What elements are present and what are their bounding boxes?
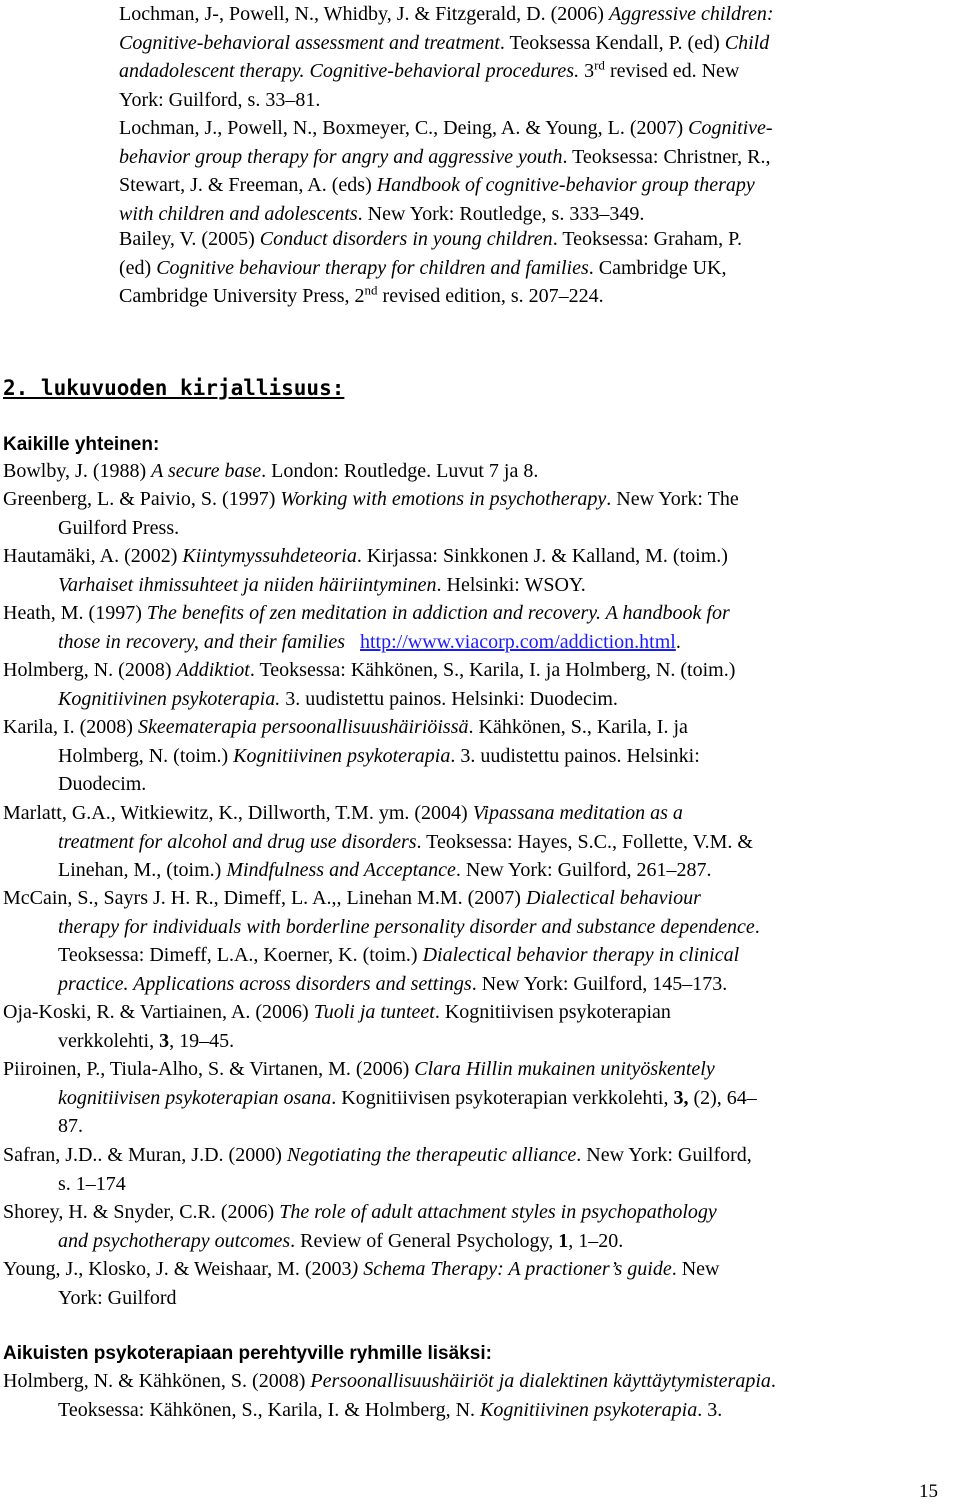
ref-title: practice. Applications across disorders and settings [58, 973, 472, 996]
reference-marlatt [0, 799, 950, 885]
ref-text: . Teoksessa: Kähkönen, S., Karila, I. ja Holmberg, N. (toim.) [249, 659, 736, 681]
ref-title: Cognitive-behavioral assessment and treatment [119, 31, 500, 54]
ref-title: Skeematerapia persoonallisuushäiriöissä [137, 716, 469, 738]
ref-text: Lochman, J., Powell, N., Boxmeyer, C., Deing, A. & Young, L. (2007) [119, 117, 689, 139]
ref-text: . Kirjassa: Sinkkonen J. & Kalland, M. (toim.) [356, 545, 728, 567]
ref-title: Child [724, 31, 770, 54]
ref-title: ) Schema Therapy: A practioner’s guide [351, 1258, 672, 1280]
ref-title: those in recovery, and their families [58, 630, 345, 653]
ref-text: York: Guilford [58, 1286, 177, 1309]
ref-text: Lochman, J-, Powell, N., Whidby, J. & Fitzgerald, D. (2006) [119, 3, 609, 25]
ref-text: . Teoksessa: Graham, P. [552, 228, 743, 250]
ref-title: Dialectical behaviour [525, 887, 701, 909]
ref-volume: 1 [558, 1229, 569, 1252]
ref-title: Conduct disorders in young children [259, 228, 553, 250]
ref-text: . Kognitiivisen psykoterapian [434, 1001, 671, 1023]
reference-mccain [0, 884, 950, 999]
ref-text: Linehan, M., (toim.) [58, 859, 227, 882]
reference-piiroinen [0, 1055, 950, 1141]
ref-text: . New York: The [606, 488, 739, 510]
ref-text: . Kähkönen, S., Karila, I. ja [468, 716, 688, 738]
ref-title: Aggressive children: [608, 3, 774, 25]
ref-text: Stewart, J. & Freeman, A. (eds) [119, 174, 377, 197]
ref-title: Cognitive- [688, 117, 773, 139]
ref-text: Holmberg, N. (2008) [3, 659, 177, 681]
ref-text: . Helsinki: WSOY. [436, 573, 586, 596]
ref-text: Bowlby, J. (1988) [3, 460, 152, 482]
ref-title: Dialectical behavior therapy in clinical [422, 944, 740, 967]
ref-text: . New York: Guilford, 145–173. [471, 973, 728, 996]
subheading-common: Kaikille yhteinen: [3, 434, 160, 455]
ref-text: Teoksessa: Dimeff, L.A., Koerner, K. (toim.) [58, 944, 423, 967]
ref-text: , 19–45. [169, 1029, 235, 1052]
reference-heath [0, 599, 950, 656]
ref-title: Kognitiivinen psykoterapia [480, 1398, 698, 1421]
ref-title: Tuoli ja tunteet [313, 1001, 435, 1023]
section-heading: 2. lukuvuoden kirjallisuus: [3, 376, 345, 400]
ref-title: therapy for individuals with borderline personality disorder and substance dependence [58, 915, 755, 938]
reference-karila [0, 713, 950, 799]
ref-text: . New York: Routledge, s. 333–349. [357, 203, 645, 226]
ref-text: Safran, J.D.. & Muran, J.D. (2000) [3, 1144, 287, 1166]
ref-text: McCain, S., Sayrs J. H. R., Dimeff, L. A.,, Linehan M.M. (2007) [3, 887, 526, 909]
ref-text: . [754, 915, 760, 938]
reference-bailey-2005 [0, 225, 950, 311]
ref-superscript: rd [594, 57, 605, 73]
ref-title: Varhaiset ihmissuhteet ja niiden häiriintyminen [58, 573, 437, 596]
ref-title: Negotiating the therapeutic alliance [286, 1144, 577, 1166]
ref-title: with children and adolescents [119, 203, 358, 226]
ref-title: A secure base [151, 460, 262, 482]
ref-superscript: nd [364, 282, 378, 298]
subheading-adult-groups: Aikuisten psykoterapiaan perehtyville ryhmille lisäksi: [3, 1343, 492, 1364]
ref-text: York: Guilford, s. 33–81. [119, 89, 321, 112]
ref-text: Holmberg, N. & Kähkönen, S. (2008) [3, 1370, 311, 1392]
ref-title: Handbook of cognitive-behavior group therapy [376, 174, 755, 197]
ref-text: 3. uudistettu painos. Helsinki: Duodecim. [280, 687, 618, 710]
ref-text: . 3. [697, 1398, 723, 1421]
ref-text: Greenberg, L. & Paivio, S. (1997) [3, 488, 281, 510]
ref-text: Piiroinen, P., Tiula-Alho, S. & Virtanen, M. (2006) [3, 1058, 415, 1080]
reference-lochman-2007 [0, 114, 950, 229]
ref-text: . London: Routledge. Luvut 7 ja 8. [261, 460, 539, 482]
addiction-link[interactable]: http://www.viacorp.com/addiction.html [359, 630, 676, 653]
ref-title: andadolescent therapy. Cognitive-behavioral procedures. [119, 60, 580, 83]
ref-text: . Cambridge UK, [588, 256, 727, 279]
ref-text: . Review of General Psychology, [290, 1229, 559, 1252]
ref-text: . Teoksessa Kendall, P. (ed) [499, 31, 725, 54]
ref-text: Duodecim. [58, 773, 147, 796]
ref-title: and psychotherapy outcomes [58, 1229, 291, 1252]
ref-title: kognitiivisen psykoterapian osana [58, 1086, 332, 1109]
ref-text: 87. [58, 1115, 83, 1138]
ref-title: Mindfulness and Acceptance [226, 859, 456, 882]
ref-text: revised edition, s. 207–224. [377, 285, 604, 308]
ref-title: Vipassana meditation as a [472, 802, 683, 824]
ref-text: . New York: Guilford, [576, 1144, 752, 1166]
ref-text: Heath, M. (1997) [3, 602, 147, 624]
ref-text: Shorey, H. & Snyder, C.R. (2006) [3, 1201, 280, 1223]
ref-text: . [770, 1370, 776, 1392]
reference-shorey [0, 1198, 950, 1255]
ref-text: . Teoksessa: Christner, R., [562, 145, 771, 168]
ref-title: Kognitiivinen psykoterapia [233, 744, 451, 767]
ref-text: s. 1–174 [58, 1172, 126, 1195]
ref-text: (ed) [119, 256, 157, 279]
ref-title: behavior group therapy for angry and aggressive youth [119, 145, 563, 168]
ref-text: . New [671, 1258, 720, 1280]
ref-text: Holmberg, N. (toim.) [58, 744, 234, 767]
ref-text: verkkolehti, [58, 1029, 160, 1052]
ref-text: . 3. uudistettu painos. Helsinki: [450, 744, 700, 767]
ref-title: Addiktiot [176, 659, 250, 681]
ref-text: revised ed. New [604, 60, 740, 83]
reference-safran [0, 1141, 950, 1198]
ref-title: Kiintymyssuhdeteoria [182, 545, 357, 567]
ref-title: The role of adult attachment styles in psychopathology [279, 1201, 717, 1223]
ref-text: Cambridge University Press, 2 [119, 285, 365, 308]
ref-text: . Kognitiivisen psykoterapian verkkolehti, [331, 1086, 674, 1109]
ref-text: Bailey, V. (2005) [119, 228, 260, 250]
reference-holmberg-2008 [0, 656, 950, 713]
reference-holmberg-kahkonen [0, 1367, 950, 1424]
ref-text: , 1–20. [568, 1229, 624, 1252]
ref-text: Guilford Press. [58, 516, 180, 539]
ref-title: Kognitiivinen psykoterapia. [58, 687, 281, 710]
ref-title: The benefits of zen meditation in addiction and recovery. A handbook for [146, 602, 730, 624]
ref-text: Young, J., Klosko, J. & Weishaar, M. (2003 [3, 1258, 352, 1280]
ref-volume: 3 [159, 1029, 170, 1052]
reference-greenberg [0, 485, 950, 542]
ref-text: . New York: Guilford, 261–287. [455, 859, 712, 882]
ref-title: Clara Hillin mukainen unityöskentely [414, 1058, 715, 1080]
reference-young [0, 1255, 950, 1312]
ref-text: Teoksessa: Kähkönen, S., Karila, I. & Holmberg, N. [58, 1398, 481, 1421]
ref-text: 3 [579, 60, 595, 83]
reference-oja-koski [0, 998, 950, 1055]
ref-text: Marlatt, G.A., Witkiewitz, K., Dillworth, T.M. ym. (2004) [3, 802, 473, 824]
reference-bowlby [0, 457, 950, 486]
page-number: 15 [919, 1481, 938, 1502]
ref-text: (2), 64– [688, 1086, 757, 1109]
ref-title: Persoonallisuushäiriöt ja dialektinen käyttäytymisterapia [310, 1370, 771, 1392]
reference-hautamaki [0, 542, 950, 599]
ref-title: Cognitive behaviour therapy for children and families [156, 256, 589, 279]
reference-lochman-2006 [0, 0, 950, 115]
ref-title: treatment for alcohol and drug use disorders [58, 830, 417, 853]
ref-text: Karila, I. (2008) [3, 716, 138, 738]
ref-text: Hautamäki, A. (2002) [3, 545, 183, 567]
ref-text: . Teoksessa: Hayes, S.C., Follette, V.M. & [416, 830, 753, 853]
ref-volume: 3, [673, 1086, 689, 1109]
ref-text: Oja-Koski, R. & Vartiainen, A. (2006) [3, 1001, 314, 1023]
ref-title: Working with emotions in psychotherapy [280, 488, 607, 510]
ref-text: . [675, 630, 681, 653]
